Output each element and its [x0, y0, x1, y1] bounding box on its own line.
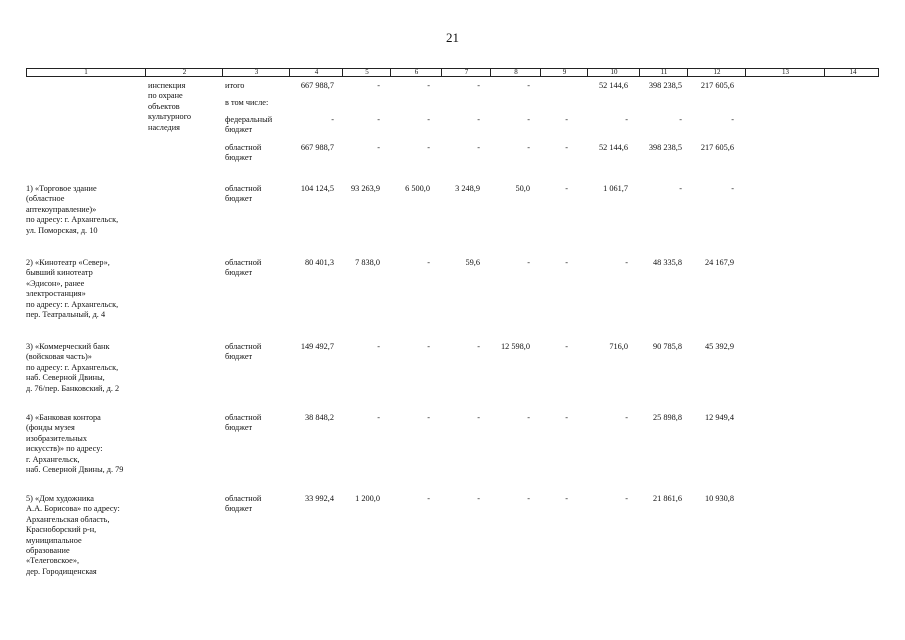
- object-name-cell: 3) «Коммерческий банк (войсковая часть)» по адресу: г. Архангельск, наб. Северной Двины, д. 76/пер. Банковский, д. 2: [26, 342, 120, 393]
- amount-cell: -: [527, 115, 530, 124]
- amount-cell: 217 605,6: [700, 81, 734, 90]
- amount-cell: -: [565, 143, 568, 152]
- amount-cell: -: [331, 115, 334, 124]
- page-number: 21: [446, 30, 459, 45]
- amount-cell: -: [625, 413, 628, 422]
- amount-cell: -: [477, 494, 480, 503]
- funding-source-cell: федеральный бюджет: [225, 115, 273, 135]
- amount-cell: -: [527, 81, 530, 90]
- amount-cell: -: [679, 115, 682, 124]
- column-number-5: 5: [342, 69, 391, 76]
- column-number-7: 7: [441, 69, 491, 76]
- object-name-cell: 2) «Кинотеатр «Север», бывший кинотеатр «Эдисон», ранее электростанция» по адресу: г. Архангельск, пер. Театральный, д. 4: [26, 258, 119, 320]
- amount-cell: -: [527, 143, 530, 152]
- amount-cell: 12 598,0: [500, 342, 530, 351]
- funding-source-cell: областной бюджет: [225, 184, 262, 204]
- amount-cell: -: [477, 81, 480, 90]
- column-number-12: 12: [687, 69, 746, 76]
- amount-cell: 398 238,5: [648, 143, 682, 152]
- amount-cell: -: [427, 342, 430, 351]
- amount-cell: -: [377, 115, 380, 124]
- amount-cell: -: [565, 413, 568, 422]
- funding-source-cell: областной бюджет: [225, 258, 262, 278]
- amount-cell: 104 124,5: [300, 184, 334, 193]
- amount-cell: 149 492,7: [300, 342, 334, 351]
- amount-cell: -: [477, 143, 480, 152]
- amount-cell: 12 949,4: [704, 413, 734, 422]
- amount-cell: 25 898,8: [652, 413, 682, 422]
- funding-source-cell: итого: [225, 81, 245, 90]
- column-number-6: 6: [390, 69, 442, 76]
- amount-cell: -: [565, 342, 568, 351]
- funding-source-cell: областной бюджет: [225, 413, 262, 433]
- column-number-9: 9: [540, 69, 588, 76]
- amount-cell: -: [427, 258, 430, 267]
- amount-cell: -: [679, 184, 682, 193]
- amount-cell: -: [427, 413, 430, 422]
- amount-cell: -: [427, 81, 430, 90]
- amount-cell: 667 988,7: [300, 81, 334, 90]
- amount-cell: 667 988,7: [300, 143, 334, 152]
- amount-cell: -: [565, 115, 568, 124]
- amount-cell: 52 144,6: [598, 143, 628, 152]
- amount-cell: -: [527, 413, 530, 422]
- amount-cell: -: [565, 258, 568, 267]
- amount-cell: -: [527, 494, 530, 503]
- amount-cell: 398 238,5: [648, 81, 682, 90]
- column-number-3: 3: [222, 69, 290, 76]
- amount-cell: 3 248,9: [455, 184, 480, 193]
- amount-cell: -: [625, 115, 628, 124]
- amount-cell: 50,0: [515, 184, 530, 193]
- column-number-14: 14: [824, 69, 881, 76]
- object-name-cell: 1) «Торговое здание (областное аптекоуправление)» по адресу: г. Архангельск, ул. Поморская, д. 10: [26, 184, 119, 235]
- amount-cell: 48 335,8: [652, 258, 682, 267]
- amount-cell: 716,0: [609, 342, 628, 351]
- column-number-4: 4: [289, 69, 343, 76]
- amount-cell: -: [377, 342, 380, 351]
- amount-cell: -: [427, 143, 430, 152]
- amount-cell: 45 392,9: [704, 342, 734, 351]
- amount-cell: 93 263,9: [350, 184, 380, 193]
- amount-cell: -: [377, 413, 380, 422]
- column-number-8: 8: [490, 69, 541, 76]
- amount-cell: 217 605,6: [700, 143, 734, 152]
- object-name-cell: 5) «Дом художника А.А. Борисова» по адресу: Архангельская область, Красноборский р-н, муниципальное образование «Телеговское», дер. Городищенская: [26, 494, 120, 576]
- amount-cell: 33 992,4: [304, 494, 334, 503]
- amount-cell: 59,6: [465, 258, 480, 267]
- amount-cell: 24 167,9: [704, 258, 734, 267]
- amount-cell: -: [377, 143, 380, 152]
- funding-source-cell: областной бюджет: [225, 143, 262, 163]
- column-number-header: [26, 68, 879, 77]
- executor-cell: инспекция по охране объектов культурного наследия: [148, 81, 192, 132]
- amount-cell: 90 785,8: [652, 342, 682, 351]
- column-number-2: 2: [145, 69, 223, 76]
- amount-cell: -: [565, 494, 568, 503]
- amount-cell: -: [565, 184, 568, 193]
- amount-cell: -: [477, 115, 480, 124]
- column-number-1: 1: [84, 68, 88, 76]
- column-number-13: 13: [745, 69, 825, 76]
- column-number-11: 11: [639, 69, 688, 76]
- amount-cell: 21 861,6: [652, 494, 682, 503]
- amount-cell: 10 930,8: [704, 494, 734, 503]
- amount-cell: -: [427, 494, 430, 503]
- funding-source-cell: в том числе:: [225, 98, 269, 107]
- amount-cell: -: [625, 258, 628, 267]
- amount-cell: -: [427, 115, 430, 124]
- amount-cell: 7 838,0: [355, 258, 380, 267]
- amount-cell: 38 848,2: [304, 413, 334, 422]
- amount-cell: -: [527, 258, 530, 267]
- amount-cell: -: [731, 184, 734, 193]
- column-number-10: 10: [587, 69, 640, 76]
- object-name-cell: 4) «Банковая контора (фонды музея изобразительных искусств)» по адресу: г. Архангельск, наб. Северной Двины, д. 79: [26, 413, 124, 475]
- amount-cell: -: [477, 413, 480, 422]
- amount-cell: 52 144,6: [598, 81, 628, 90]
- amount-cell: 1 061,7: [603, 184, 628, 193]
- amount-cell: 1 200,0: [355, 494, 380, 503]
- funding-source-cell: областной бюджет: [225, 342, 262, 362]
- amount-cell: 6 500,0: [405, 184, 430, 193]
- funding-source-cell: областной бюджет: [225, 494, 262, 514]
- amount-cell: 80 401,3: [304, 258, 334, 267]
- amount-cell: -: [377, 81, 380, 90]
- amount-cell: -: [731, 115, 734, 124]
- amount-cell: -: [477, 342, 480, 351]
- amount-cell: -: [625, 494, 628, 503]
